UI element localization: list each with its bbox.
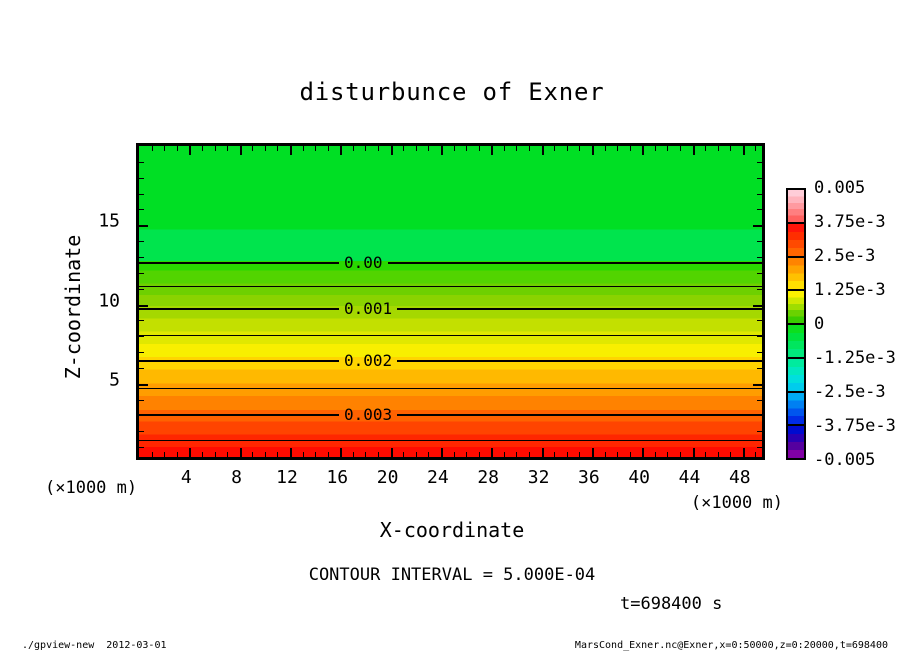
- x-major-tick: [542, 146, 544, 155]
- contour-line-minor: [139, 286, 762, 287]
- x-minor-tick: [164, 146, 165, 151]
- x-minor-tick: [529, 452, 530, 457]
- x-minor-tick: [152, 452, 153, 457]
- x-minor-tick: [227, 452, 228, 457]
- colorbar-tick-label: -2.5e-3: [814, 382, 886, 402]
- x-minor-tick: [554, 452, 555, 457]
- y-major-tick: [139, 225, 148, 227]
- x-major-tick: [441, 448, 443, 457]
- x-minor-tick: [428, 452, 429, 457]
- x-minor-tick: [315, 452, 316, 457]
- x-minor-tick: [365, 146, 366, 151]
- x-major-tick: [542, 448, 544, 457]
- y-minor-tick: [139, 257, 144, 258]
- contour-line-minor: [139, 388, 762, 389]
- y-minor-tick: [139, 415, 144, 416]
- x-major-tick: [491, 448, 493, 457]
- x-minor-tick: [403, 146, 404, 151]
- x-minor-tick: [215, 146, 216, 151]
- contour-line-segment: [388, 262, 762, 264]
- x-minor-tick: [554, 146, 555, 151]
- y-minor-tick: [139, 447, 144, 448]
- x-minor-tick: [428, 146, 429, 151]
- x-tick-label: 40: [628, 467, 651, 488]
- x-tick-label: 44: [678, 467, 701, 488]
- colorbar-tick-label: -1.25e-3: [814, 348, 896, 368]
- colorbar-cell: [788, 190, 804, 222]
- y-minor-tick: [757, 194, 762, 195]
- contour-line-segment: [397, 360, 762, 362]
- y-minor-tick: [757, 209, 762, 210]
- x-minor-tick: [755, 146, 756, 151]
- x-minor-tick: [605, 146, 606, 151]
- y-minor-tick: [757, 447, 762, 448]
- x-minor-tick: [667, 146, 668, 151]
- x-minor-tick: [353, 146, 354, 151]
- colorbar-tick-label: 0.005: [814, 178, 866, 198]
- x-minor-tick: [315, 146, 316, 151]
- y-minor-tick: [757, 336, 762, 337]
- x-major-tick: [240, 146, 242, 155]
- x-minor-tick: [567, 146, 568, 151]
- x-major-tick: [391, 448, 393, 457]
- x-minor-tick: [605, 452, 606, 457]
- x-minor-tick: [466, 452, 467, 457]
- x-tick-label: 32: [527, 467, 550, 488]
- contour-label: 0.003: [344, 405, 393, 425]
- colorbar-tick-label: -3.75e-3: [814, 416, 896, 436]
- x-minor-tick: [303, 452, 304, 457]
- x-minor-tick: [730, 146, 731, 151]
- x-tick-label: 48: [728, 467, 751, 488]
- x-major-tick: [189, 448, 191, 457]
- x-minor-tick: [416, 146, 417, 151]
- x-minor-tick: [202, 146, 203, 151]
- x-minor-tick: [403, 452, 404, 457]
- x-minor-tick: [215, 452, 216, 457]
- x-minor-tick: [504, 146, 505, 151]
- x-minor-tick: [504, 452, 505, 457]
- y-minor-tick: [139, 320, 144, 321]
- x-tick-label: 12: [276, 467, 298, 488]
- x-minor-tick: [252, 146, 253, 151]
- x-minor-tick: [655, 146, 656, 151]
- x-minor-tick: [516, 452, 517, 457]
- x-minor-tick: [177, 452, 178, 457]
- y-minor-tick: [757, 431, 762, 432]
- contour-line-major: [139, 254, 762, 272]
- x-minor-tick: [630, 146, 631, 151]
- y-major-tick: [139, 305, 148, 307]
- contour-label: 0.001: [344, 298, 393, 318]
- y-minor-tick: [139, 273, 144, 274]
- x-minor-tick: [454, 452, 455, 457]
- contour-line-minor: [139, 335, 762, 336]
- x-major-tick: [391, 146, 393, 155]
- x-minor-tick: [755, 452, 756, 457]
- x-major-tick: [693, 448, 695, 457]
- contour-line-major: [139, 352, 762, 370]
- x-major-tick: [441, 146, 443, 155]
- x-major-tick: [592, 448, 594, 457]
- x-minor-tick: [667, 452, 668, 457]
- colorbar-tick-label: 3.75e-3: [814, 212, 886, 232]
- contour-line-minor: [139, 440, 762, 441]
- contour-line-segment: [397, 414, 762, 416]
- x-major-tick: [340, 448, 342, 457]
- contour-line-segment: [139, 360, 339, 362]
- colorbar-cell: [788, 222, 804, 256]
- x-minor-tick: [617, 146, 618, 151]
- y-minor-tick: [139, 209, 144, 210]
- x-tick-label: 28: [477, 467, 500, 488]
- x-tick-label: 4: [180, 467, 192, 488]
- contour-label: 0.00: [344, 253, 383, 273]
- y-minor-tick: [139, 336, 144, 337]
- x-major-tick: [340, 146, 342, 155]
- x-major-tick: [743, 448, 745, 457]
- x-minor-tick: [705, 452, 706, 457]
- x-major-tick: [592, 146, 594, 155]
- x-minor-tick: [529, 146, 530, 151]
- contour-line-segment: [397, 308, 762, 310]
- x-tick-label: 24: [427, 467, 449, 488]
- x-minor-tick: [152, 146, 153, 151]
- x-minor-tick: [579, 146, 580, 151]
- colorbar-cell: [788, 323, 804, 357]
- x-minor-tick: [630, 452, 631, 457]
- colorbar-cell: [788, 289, 804, 323]
- x-minor-tick: [718, 146, 719, 151]
- x-minor-tick: [730, 452, 731, 457]
- x-tick-label: 36: [578, 467, 600, 488]
- x-minor-tick: [378, 452, 379, 457]
- x-minor-tick: [227, 146, 228, 151]
- y-major-tick: [753, 384, 762, 386]
- y-minor-tick: [139, 241, 144, 242]
- x-minor-tick: [579, 452, 580, 457]
- x-major-tick: [240, 448, 242, 457]
- colorbar-tick-label: 2.5e-3: [814, 246, 876, 266]
- x-minor-tick: [617, 452, 618, 457]
- y-minor-tick: [757, 368, 762, 369]
- colorbar-cell: [788, 256, 804, 290]
- contour-line-major: [139, 300, 762, 318]
- contour-interval-note: CONTOUR INTERVAL = 5.000E-04: [308, 565, 596, 585]
- x-minor-tick: [328, 146, 329, 151]
- x-minor-tick: [328, 452, 329, 457]
- y-major-tick: [753, 225, 762, 227]
- colorbar-cell: [788, 424, 804, 458]
- y-tick-label: 10: [98, 289, 120, 311]
- figure-title: disturbunce of Exner: [299, 78, 605, 106]
- y-minor-tick: [139, 162, 144, 163]
- contour-line-major: [139, 406, 762, 424]
- y-tick-label: 15: [98, 210, 120, 232]
- y-minor-tick: [139, 352, 144, 353]
- y-minor-tick: [757, 273, 762, 274]
- y-major-tick: [139, 384, 148, 386]
- x-minor-tick: [277, 146, 278, 151]
- x-major-tick: [290, 146, 292, 155]
- plot-area: [136, 143, 765, 460]
- y-minor-tick: [757, 241, 762, 242]
- colorbar-cell: [788, 391, 804, 425]
- y-minor-tick: [757, 178, 762, 179]
- colorbar-cell: [788, 357, 804, 391]
- x-minor-tick: [416, 452, 417, 457]
- x-minor-tick: [353, 452, 354, 457]
- x-axis-unit: (×1000 m): [690, 493, 783, 513]
- x-major-tick: [290, 448, 292, 457]
- x-minor-tick: [655, 452, 656, 457]
- x-tick-label: 16: [326, 467, 349, 488]
- x-major-tick: [642, 448, 644, 457]
- y-axis-title: Z-coordinate: [61, 234, 85, 380]
- y-minor-tick: [139, 178, 144, 179]
- footer-source: MarsCond_Exner.nc@Exner,x=0:50000,z=0:20000,t=698400: [574, 640, 888, 651]
- contour-line-segment: [139, 262, 339, 264]
- y-minor-tick: [139, 289, 144, 290]
- x-minor-tick: [202, 452, 203, 457]
- x-minor-tick: [252, 452, 253, 457]
- colorbar-tick-label: -0.005: [814, 450, 876, 470]
- x-minor-tick: [479, 146, 480, 151]
- x-minor-tick: [705, 146, 706, 151]
- y-minor-tick: [139, 368, 144, 369]
- x-minor-tick: [466, 146, 467, 151]
- x-major-tick: [642, 146, 644, 155]
- colorbar-tick-label: 1.25e-3: [814, 280, 886, 300]
- y-axis-unit: (×1000 m): [45, 478, 138, 498]
- y-minor-tick: [757, 289, 762, 290]
- contour-line-segment: [139, 308, 339, 310]
- x-minor-tick: [378, 146, 379, 151]
- x-minor-tick: [277, 452, 278, 457]
- y-minor-tick: [139, 400, 144, 401]
- time-annotation: t=698400 s: [620, 594, 723, 614]
- x-minor-tick: [177, 146, 178, 151]
- x-minor-tick: [718, 452, 719, 457]
- y-minor-tick: [757, 400, 762, 401]
- y-major-tick: [753, 305, 762, 307]
- x-major-tick: [743, 146, 745, 155]
- x-minor-tick: [365, 452, 366, 457]
- x-minor-tick: [516, 146, 517, 151]
- x-major-tick: [491, 146, 493, 155]
- x-minor-tick: [265, 452, 266, 457]
- x-minor-tick: [680, 146, 681, 151]
- footer-command: ./gpview-new 2012-03-01: [22, 640, 167, 651]
- y-minor-tick: [757, 320, 762, 321]
- y-minor-tick: [139, 431, 144, 432]
- x-minor-tick: [164, 452, 165, 457]
- x-minor-tick: [479, 452, 480, 457]
- x-minor-tick: [303, 146, 304, 151]
- y-minor-tick: [757, 415, 762, 416]
- y-minor-tick: [757, 257, 762, 258]
- x-minor-tick: [567, 452, 568, 457]
- colorbar-tick-label: 0: [814, 314, 825, 334]
- x-axis-title: X-coordinate: [379, 518, 525, 542]
- x-minor-tick: [265, 146, 266, 151]
- y-tick-label: 5: [109, 369, 120, 391]
- contour-label: 0.002: [344, 350, 393, 370]
- x-minor-tick: [680, 452, 681, 457]
- x-major-tick: [189, 146, 191, 155]
- x-major-tick: [693, 146, 695, 155]
- x-tick-label: 20: [376, 467, 399, 488]
- y-minor-tick: [757, 352, 762, 353]
- colorbar: [786, 188, 806, 460]
- x-tick-label: 8: [231, 467, 243, 488]
- y-minor-tick: [757, 162, 762, 163]
- x-minor-tick: [454, 146, 455, 151]
- y-minor-tick: [139, 194, 144, 195]
- contour-line-segment: [139, 414, 339, 416]
